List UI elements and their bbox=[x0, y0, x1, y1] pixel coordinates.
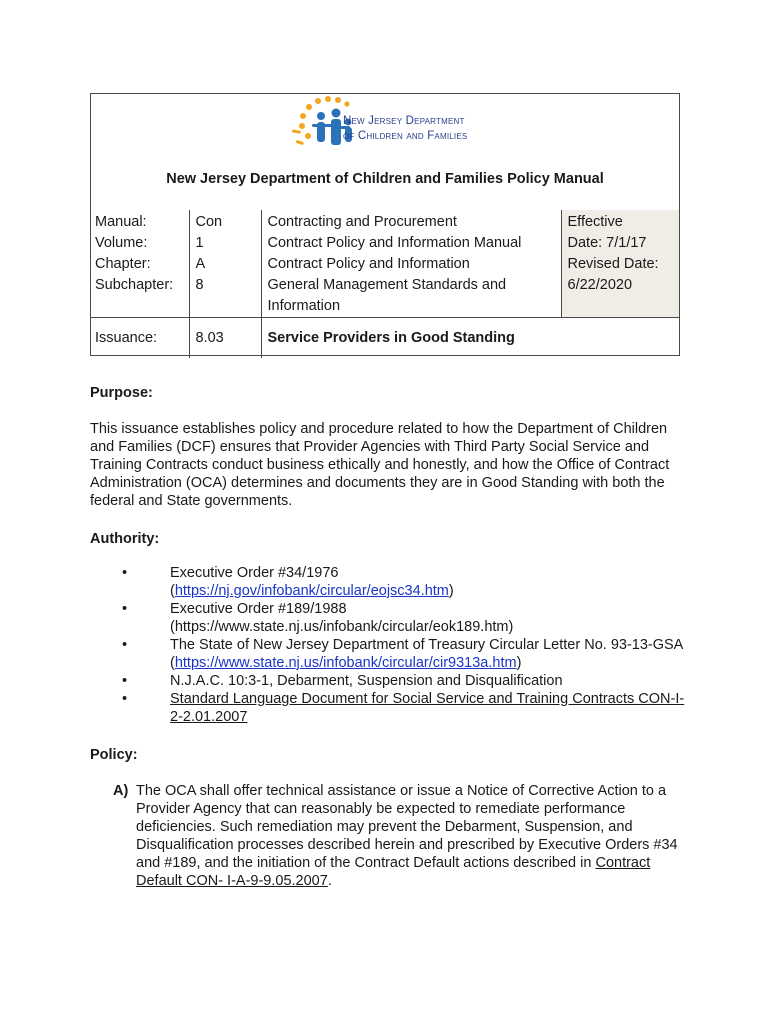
issuance-row bbox=[91, 318, 679, 358]
volume-code: 1 bbox=[195, 235, 204, 251]
eo34-link[interactable]: https://nj.gov/infobank/circular/eojsc34.htm bbox=[174, 583, 449, 599]
label-column bbox=[91, 210, 189, 318]
policy-item-text: The OCA shall offer technical assistance or issue a Notice of Corrective Action to a Provider Agency that can reasonably be expected to remediate performance deficiencies. Such remediation may prevent the Debarment, Suspension, and Disqualification processes described herein and prescribed by Executive Orders #34 and #189, and the initiation of the Contract Default actions described in bbox=[136, 783, 678, 871]
paren-open: ( bbox=[170, 583, 175, 599]
bullet-icon: • bbox=[122, 565, 128, 581]
effective-label: Effective bbox=[567, 214, 623, 230]
issuance-label: Issuance: bbox=[91, 318, 189, 358]
effective-date: Date: 7/1/17 bbox=[567, 235, 647, 251]
issuance-number: 8.03 bbox=[189, 318, 261, 358]
manual-name: Contracting and Procurement bbox=[267, 214, 457, 230]
name-column bbox=[261, 210, 561, 318]
code-column bbox=[189, 210, 261, 318]
bullet-icon: • bbox=[122, 691, 128, 707]
policy-item-a bbox=[113, 782, 683, 890]
contract-default-link[interactable]: Contract Default CON- I-A-9-9.05.2007 bbox=[136, 855, 651, 889]
authority-item-text: The State of New Jersey Department of Treasury Circular Letter No. 93-13-GSA bbox=[170, 637, 683, 653]
purpose-heading: Purpose: bbox=[90, 385, 153, 401]
revised-label: Revised Date: bbox=[567, 256, 659, 272]
volume-name: Contract Policy and Information Manual bbox=[267, 235, 522, 251]
policy-info-table bbox=[91, 210, 679, 358]
purpose-text: This issuance establishes policy and procedure related to how the Department of Children and Families (DCF) ensures that Provider Agencies with Third Party Social Service and Training Contracts conduct business ethically and honestly, and how the Office of Contract Administration (OCA) determines and documents they are in Good Standing with both the federal and State governments. bbox=[90, 421, 670, 509]
policy-item-label: A) bbox=[113, 783, 129, 799]
eo189-url-text: (https://www.state.nj.us/infobank/circular/eok189.htm) bbox=[170, 619, 514, 635]
manual-title: New Jersey Department of Children and Families Policy Manual bbox=[166, 171, 604, 187]
authority-item-text: Executive Order #189/1988 bbox=[170, 601, 347, 617]
volume-label: Volume: bbox=[95, 235, 148, 251]
chapter-name: Contract Policy and Information bbox=[267, 256, 470, 272]
list-item bbox=[90, 600, 690, 636]
list-item bbox=[90, 690, 690, 726]
manual-label: Manual: bbox=[95, 214, 147, 230]
paren-open: ( bbox=[170, 655, 175, 671]
subchapter-name: General Management Standards and Information bbox=[267, 277, 507, 314]
bullet-icon: • bbox=[122, 637, 128, 653]
classification-row bbox=[91, 210, 679, 318]
list-item bbox=[90, 672, 690, 690]
issuance-title: Service Providers in Good Standing bbox=[261, 318, 679, 358]
standard-language-doc-link[interactable]: Standard Language Document for Social Service and Training Contracts CON-I-2-2.01.2007 bbox=[170, 691, 685, 725]
subchapter-code: 8 bbox=[195, 277, 204, 293]
dates-column bbox=[561, 210, 679, 318]
logo-line-1: New Jersey Department bbox=[343, 115, 465, 127]
paren-close: ) bbox=[516, 655, 522, 671]
chapter-code: A bbox=[195, 256, 206, 272]
manual-code: Con bbox=[195, 214, 223, 230]
revised-date: 6/22/2020 bbox=[567, 277, 633, 293]
cir9313-link[interactable]: https://www.state.nj.us/infobank/circular/cir9313a.htm bbox=[174, 655, 517, 671]
authority-item-link-line bbox=[170, 582, 690, 600]
chapter-label: Chapter: bbox=[95, 256, 151, 272]
subchapter-label: Subchapter: bbox=[95, 277, 174, 293]
authority-heading: Authority: bbox=[90, 531, 160, 547]
policy-heading: Policy: bbox=[90, 747, 138, 763]
bullet-icon: • bbox=[122, 673, 128, 689]
authority-item-text: Executive Order #34/1976 bbox=[170, 565, 339, 581]
policy-item-text-block bbox=[136, 782, 683, 890]
policy-item-end: . bbox=[327, 873, 332, 889]
authority-item-text: N.J.A.C. 10:3-1, Debarment, Suspension and Disqualification bbox=[170, 673, 563, 689]
authority-list bbox=[90, 564, 690, 726]
dcf-logo-text bbox=[343, 114, 467, 144]
policy-header-box bbox=[90, 93, 680, 356]
list-item bbox=[90, 564, 690, 600]
bullet-icon: • bbox=[122, 601, 128, 617]
paren-close: ) bbox=[448, 583, 454, 599]
list-item bbox=[90, 636, 690, 672]
logo-line-2: of Children and Families bbox=[343, 130, 468, 142]
